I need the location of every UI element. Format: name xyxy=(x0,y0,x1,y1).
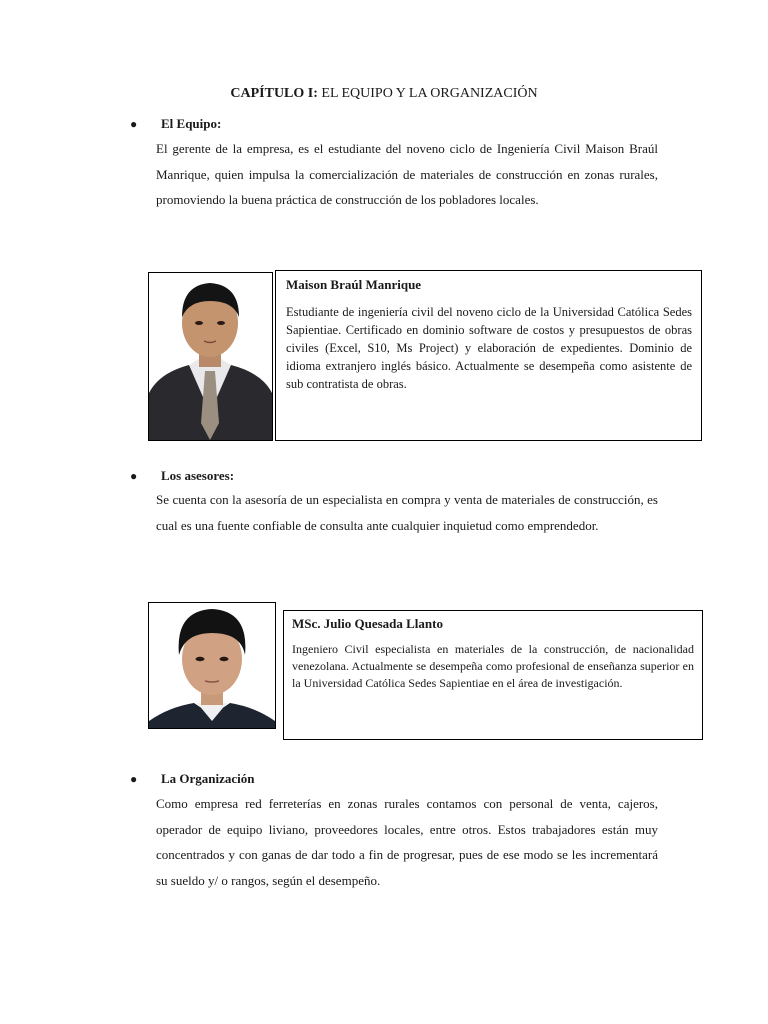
chapter-title xyxy=(0,85,768,103)
section-heading-organization: La Organización xyxy=(161,771,255,786)
bullet-icon: ● xyxy=(130,772,138,786)
manager-info-box xyxy=(275,270,702,441)
organization-paragraph: Como empresa red ferreterías en zonas rurales contamos con personal de venta, cajeros, operador de equipo liviano, proveedores locales, entre otros. Estos trabajadores están muy concentrados y con ganas de dar todo a fin de progresar, pues de ese modo se les incrementará su sueldo y/ o rangos, según el desempeño. xyxy=(156,796,658,888)
advisor-description: Ingeniero Civil especialista en materiales de la construcción, de nacionalidad venezolana. Actualmente se desempeña como profesional de enseñanza superior en la Universidad Católica Sedes Sapientiae en el área de investigación. xyxy=(292,642,694,690)
advisor-name: MSc. Julio Quesada Llanto xyxy=(292,616,443,631)
chapter-text: EL EQUIPO Y LA ORGANIZACIÓN xyxy=(317,86,538,101)
bullet-icon: ● xyxy=(130,117,138,131)
person-portrait-icon xyxy=(149,273,272,440)
bullet-icon: ● xyxy=(130,469,138,483)
section-heading-advisors: Los asesores: xyxy=(161,468,235,483)
person-portrait-icon xyxy=(149,603,275,728)
manager-photo xyxy=(148,272,273,441)
section-heading-team: El Equipo: xyxy=(161,116,222,131)
chapter-label: CAPÍTULO I: xyxy=(230,86,318,101)
manager-name: Maison Braúl Manrique xyxy=(286,277,422,292)
manager-description: Estudiante de ingeniería civil del noveno ciclo de la Universidad Católica Sedes Sapientiae. Certificado en dominio software de costos y presupuestos de obras civiles (Excel, S10, Ms Project) y elaboración de expedientes. Dominio de idioma extranjero inglés básico. Actualmente se desempeña como asistente de sub contratista de obras. xyxy=(286,305,692,391)
advisor-info-box xyxy=(283,610,703,740)
team-paragraph: El gerente de la empresa, es el estudiante del noveno ciclo de Ingeniería Civil Maison Braúl Manrique, quien impulsa la comercialización de materiales de construcción en zonas rurales, promoviendo la buena práctica de construcción de los pobladores locales. xyxy=(156,141,658,207)
advisors-paragraph: Se cuenta con la asesoría de un especialista en compra y venta de materiales de construcción, es cual es una fuente confiable de consulta ante cualquier inquietud como emprendedor. xyxy=(156,492,658,533)
advisor-photo xyxy=(148,602,276,729)
